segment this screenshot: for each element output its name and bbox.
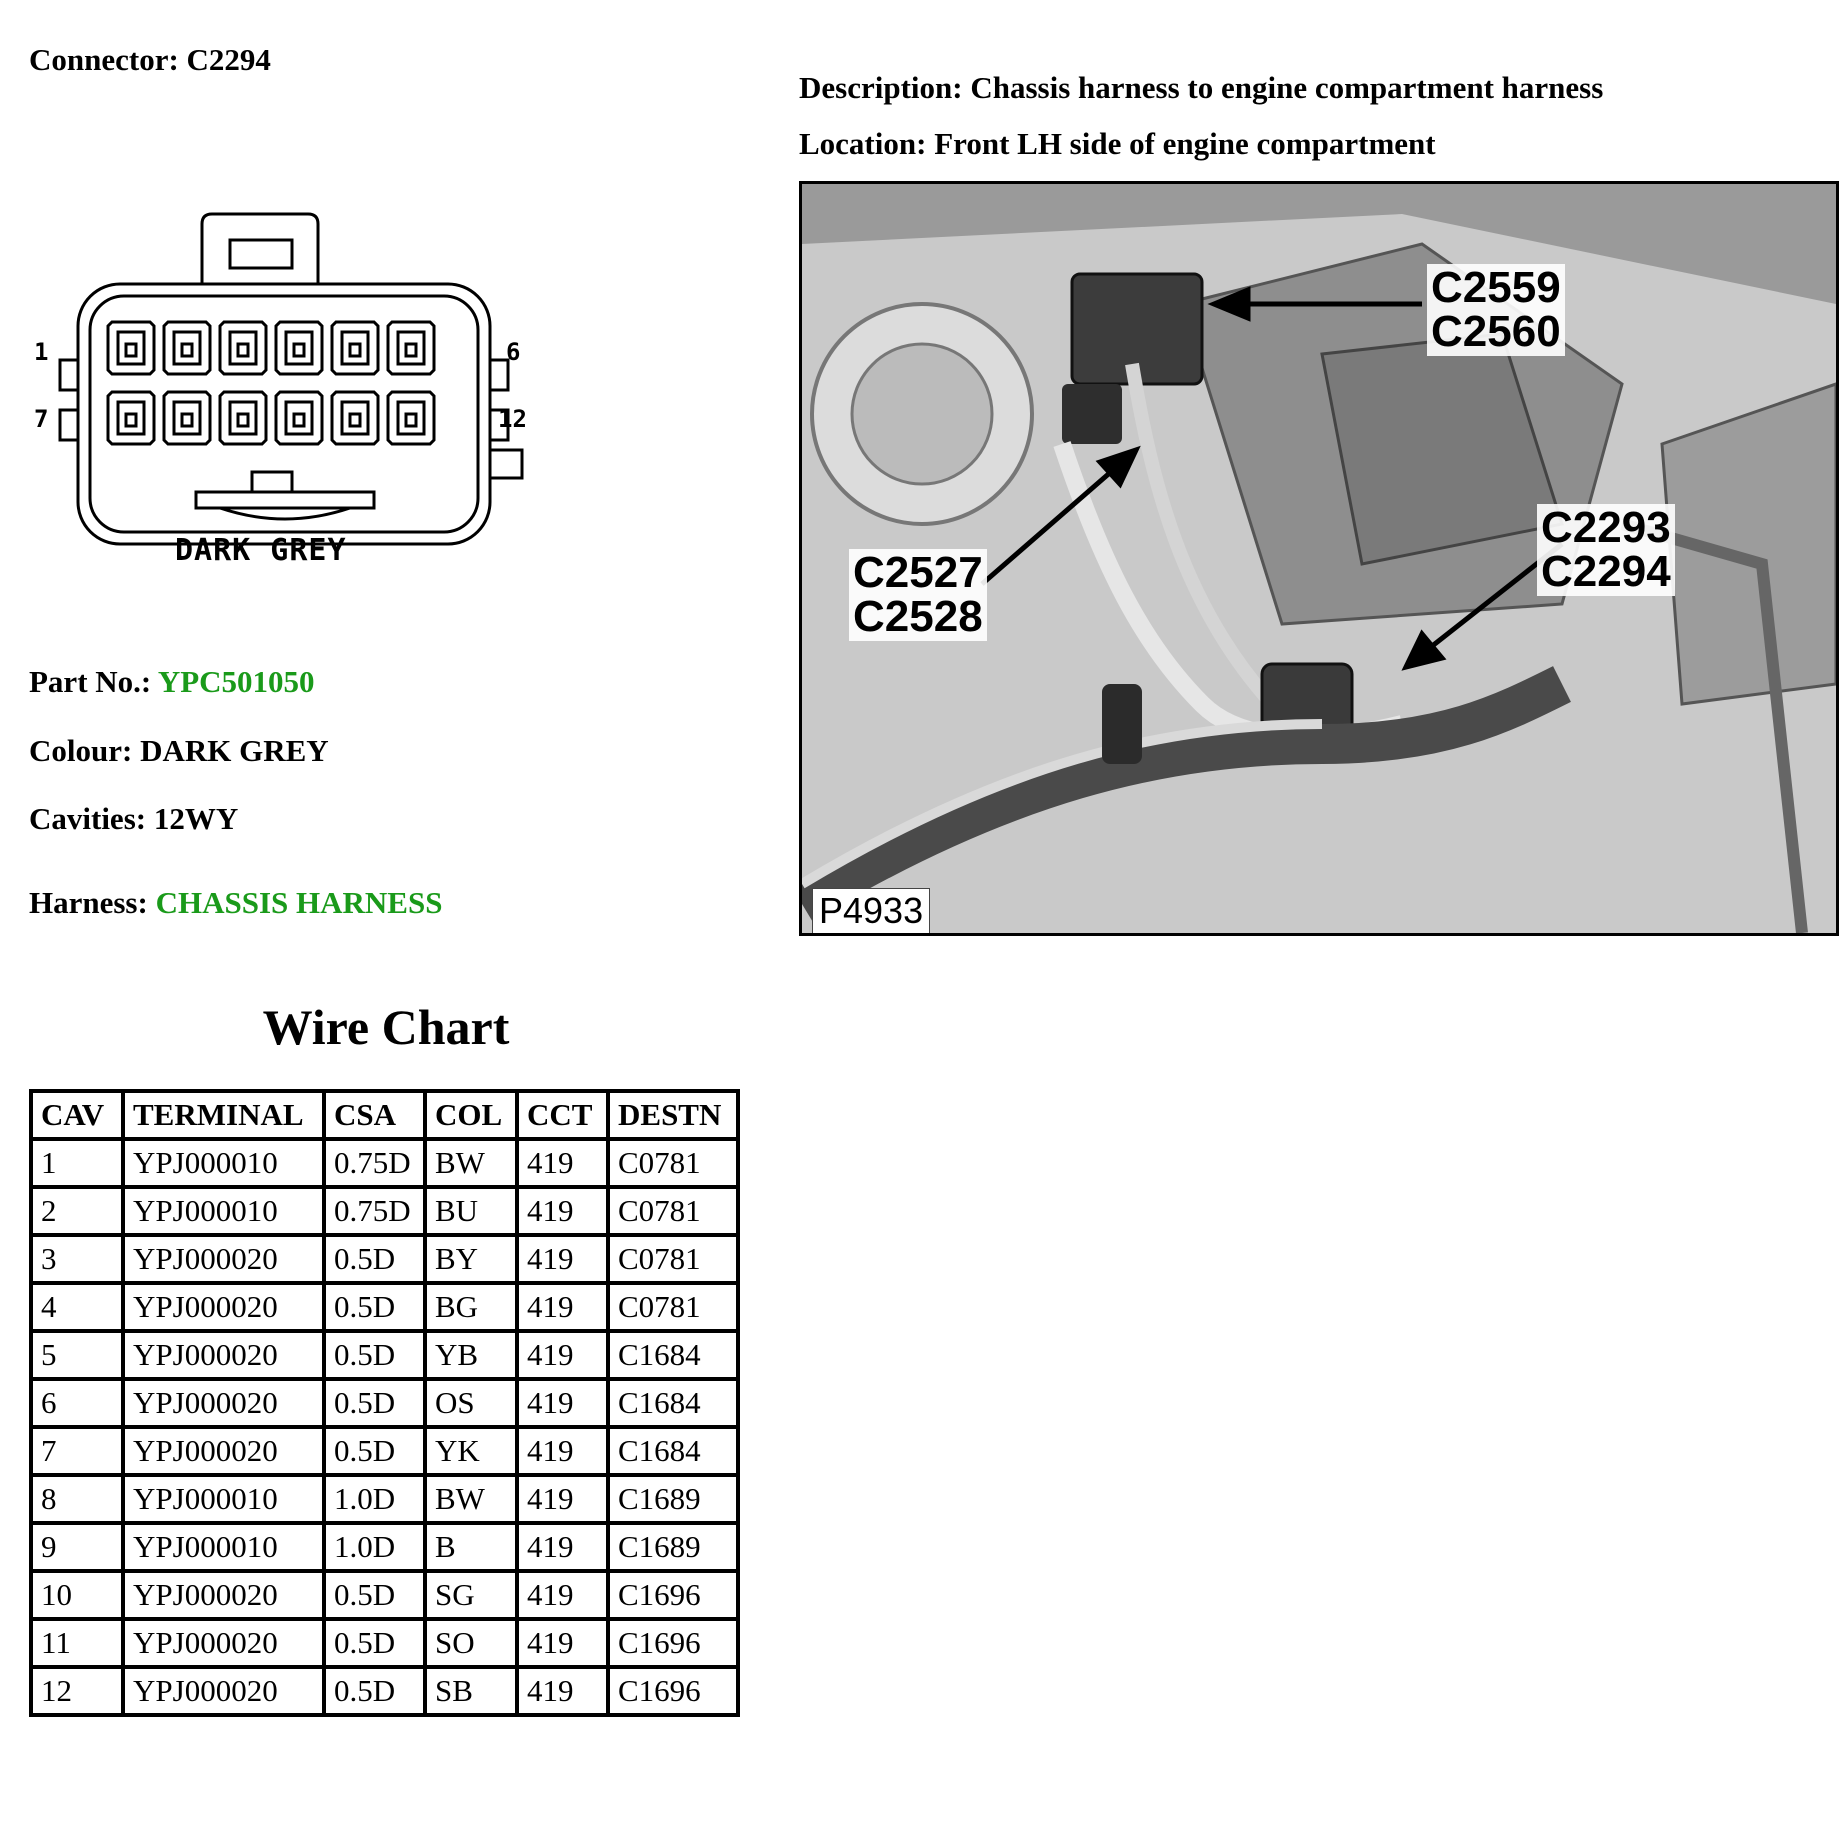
cell-cct: 419	[517, 1379, 608, 1427]
cavity-9	[220, 392, 266, 444]
cell-cav: 6	[31, 1379, 123, 1427]
column-header-cav: CAV	[31, 1091, 123, 1139]
location: Location: Front LH side of engine compartment	[799, 126, 1436, 161]
cell-csa: 0.5D	[324, 1331, 425, 1379]
cell-destn: C0781	[608, 1235, 738, 1283]
table-row	[31, 1523, 738, 1571]
cell-cav: 7	[31, 1427, 123, 1475]
table-row	[31, 1187, 738, 1235]
table-row	[31, 1283, 738, 1331]
pin-label-6: 6	[506, 338, 521, 366]
connector-id: C2294	[186, 42, 271, 77]
cell-col: B	[425, 1523, 517, 1571]
cell-terminal: YPJ000010	[123, 1187, 324, 1235]
cell-cct: 419	[517, 1235, 608, 1283]
cell-terminal: YPJ000020	[123, 1331, 324, 1379]
cell-csa: 0.5D	[324, 1427, 425, 1475]
cell-cct: 419	[517, 1187, 608, 1235]
column-header-col: COL	[425, 1091, 517, 1139]
cell-terminal: YPJ000010	[123, 1475, 324, 1523]
cell-cav: 4	[31, 1283, 123, 1331]
table-row	[31, 1427, 738, 1475]
cell-cav: 1	[31, 1139, 123, 1187]
cell-terminal: YPJ000020	[123, 1235, 324, 1283]
cell-destn: C1696	[608, 1667, 738, 1715]
colour: Colour: DARK GREY	[29, 733, 329, 768]
cell-destn: C1696	[608, 1619, 738, 1667]
cell-col: YB	[425, 1331, 517, 1379]
callout-c2293-c2294: C2293 C2294	[1537, 504, 1675, 596]
table-row	[31, 1379, 738, 1427]
cell-destn: C1684	[608, 1331, 738, 1379]
table-row	[31, 1331, 738, 1379]
cell-col: BW	[425, 1475, 517, 1523]
table-row	[31, 1667, 738, 1715]
cell-cav: 8	[31, 1475, 123, 1523]
cell-terminal: YPJ000020	[123, 1427, 324, 1475]
photo-id: P4933	[812, 888, 930, 934]
pin-label-1: 1	[34, 338, 49, 366]
cell-destn: C1689	[608, 1523, 738, 1571]
column-header-csa: CSA	[324, 1091, 425, 1139]
cell-cav: 5	[31, 1331, 123, 1379]
cell-csa: 1.0D	[324, 1475, 425, 1523]
cavity-11	[332, 392, 378, 444]
cell-col: OS	[425, 1379, 517, 1427]
cell-cct: 419	[517, 1619, 608, 1667]
cell-destn: C0781	[608, 1283, 738, 1331]
cell-terminal: YPJ000020	[123, 1283, 324, 1331]
cell-terminal: YPJ000020	[123, 1379, 324, 1427]
cell-col: SB	[425, 1667, 517, 1715]
cavity-7	[108, 392, 154, 444]
cell-destn: C1684	[608, 1427, 738, 1475]
cell-terminal: YPJ000010	[123, 1523, 324, 1571]
cell-cct: 419	[517, 1331, 608, 1379]
cell-csa: 0.75D	[324, 1139, 425, 1187]
table-row	[31, 1571, 738, 1619]
harness: Harness: CHASSIS HARNESS	[29, 885, 443, 920]
cell-cav: 3	[31, 1235, 123, 1283]
cavity-1	[108, 322, 154, 374]
cell-destn: C1696	[608, 1571, 738, 1619]
part-number: Part No.: YPC501050	[29, 664, 315, 699]
cavity-4	[276, 322, 322, 374]
cavity-12	[388, 392, 434, 444]
cavities: Cavities: 12WY	[29, 801, 239, 836]
cell-cav: 12	[31, 1667, 123, 1715]
cell-col: BG	[425, 1283, 517, 1331]
cell-terminal: YPJ000010	[123, 1139, 324, 1187]
cell-col: YK	[425, 1427, 517, 1475]
cavity-5	[332, 322, 378, 374]
cell-col: SG	[425, 1571, 517, 1619]
cell-cav: 10	[31, 1571, 123, 1619]
cell-cct: 419	[517, 1571, 608, 1619]
cell-cct: 419	[517, 1667, 608, 1715]
location-photo	[799, 181, 1839, 936]
cell-cct: 419	[517, 1283, 608, 1331]
cell-csa: 0.5D	[324, 1667, 425, 1715]
cell-col: BY	[425, 1235, 517, 1283]
callout-c2559-c2560: C2559 C2560	[1427, 264, 1565, 356]
column-header-terminal: TERMINAL	[123, 1091, 324, 1139]
callout-c2527-c2528: C2527 C2528	[849, 549, 987, 641]
cavity-6	[388, 322, 434, 374]
column-header-cct: CCT	[517, 1091, 608, 1139]
cell-csa: 0.5D	[324, 1379, 425, 1427]
cell-terminal: YPJ000020	[123, 1667, 324, 1715]
cell-col: SO	[425, 1619, 517, 1667]
connector-colour-label: DARK GREY	[175, 533, 347, 568]
table-row	[31, 1619, 738, 1667]
cell-csa: 1.0D	[324, 1523, 425, 1571]
cell-destn: C0781	[608, 1187, 738, 1235]
cavity-8	[164, 392, 210, 444]
table-row	[31, 1475, 738, 1523]
cell-csa: 0.5D	[324, 1571, 425, 1619]
cell-csa: 0.5D	[324, 1619, 425, 1667]
cell-cav: 9	[31, 1523, 123, 1571]
cell-csa: 0.5D	[324, 1283, 425, 1331]
cell-terminal: YPJ000020	[123, 1571, 324, 1619]
cavity-10	[276, 392, 322, 444]
table-row	[31, 1235, 738, 1283]
wire-chart-table	[29, 1089, 740, 1717]
cell-csa: 0.75D	[324, 1187, 425, 1235]
cell-destn: C1684	[608, 1379, 738, 1427]
cell-destn: C0781	[608, 1139, 738, 1187]
cell-destn: C1689	[608, 1475, 738, 1523]
column-header-destn: DESTN	[608, 1091, 738, 1139]
cavity-2	[164, 322, 210, 374]
cell-cct: 419	[517, 1427, 608, 1475]
cell-cav: 2	[31, 1187, 123, 1235]
cell-col: BU	[425, 1187, 517, 1235]
connector-title: Connector: C2294	[29, 42, 271, 77]
description: Description: Chassis harness to engine compartment harness	[799, 70, 1604, 105]
pin-label-7: 7	[34, 405, 49, 433]
cell-cct: 419	[517, 1523, 608, 1571]
cell-csa: 0.5D	[324, 1235, 425, 1283]
cell-col: BW	[425, 1139, 517, 1187]
cell-cct: 419	[517, 1475, 608, 1523]
cell-cav: 11	[31, 1619, 123, 1667]
pin-label-12: 12	[498, 405, 527, 433]
wire-chart-header-row	[31, 1091, 738, 1139]
cavity-3	[220, 322, 266, 374]
wire-chart-title: Wire Chart	[262, 999, 510, 1055]
table-row	[31, 1139, 738, 1187]
connector-face-diagram	[30, 210, 550, 580]
cell-cct: 419	[517, 1139, 608, 1187]
cell-terminal: YPJ000020	[123, 1619, 324, 1667]
